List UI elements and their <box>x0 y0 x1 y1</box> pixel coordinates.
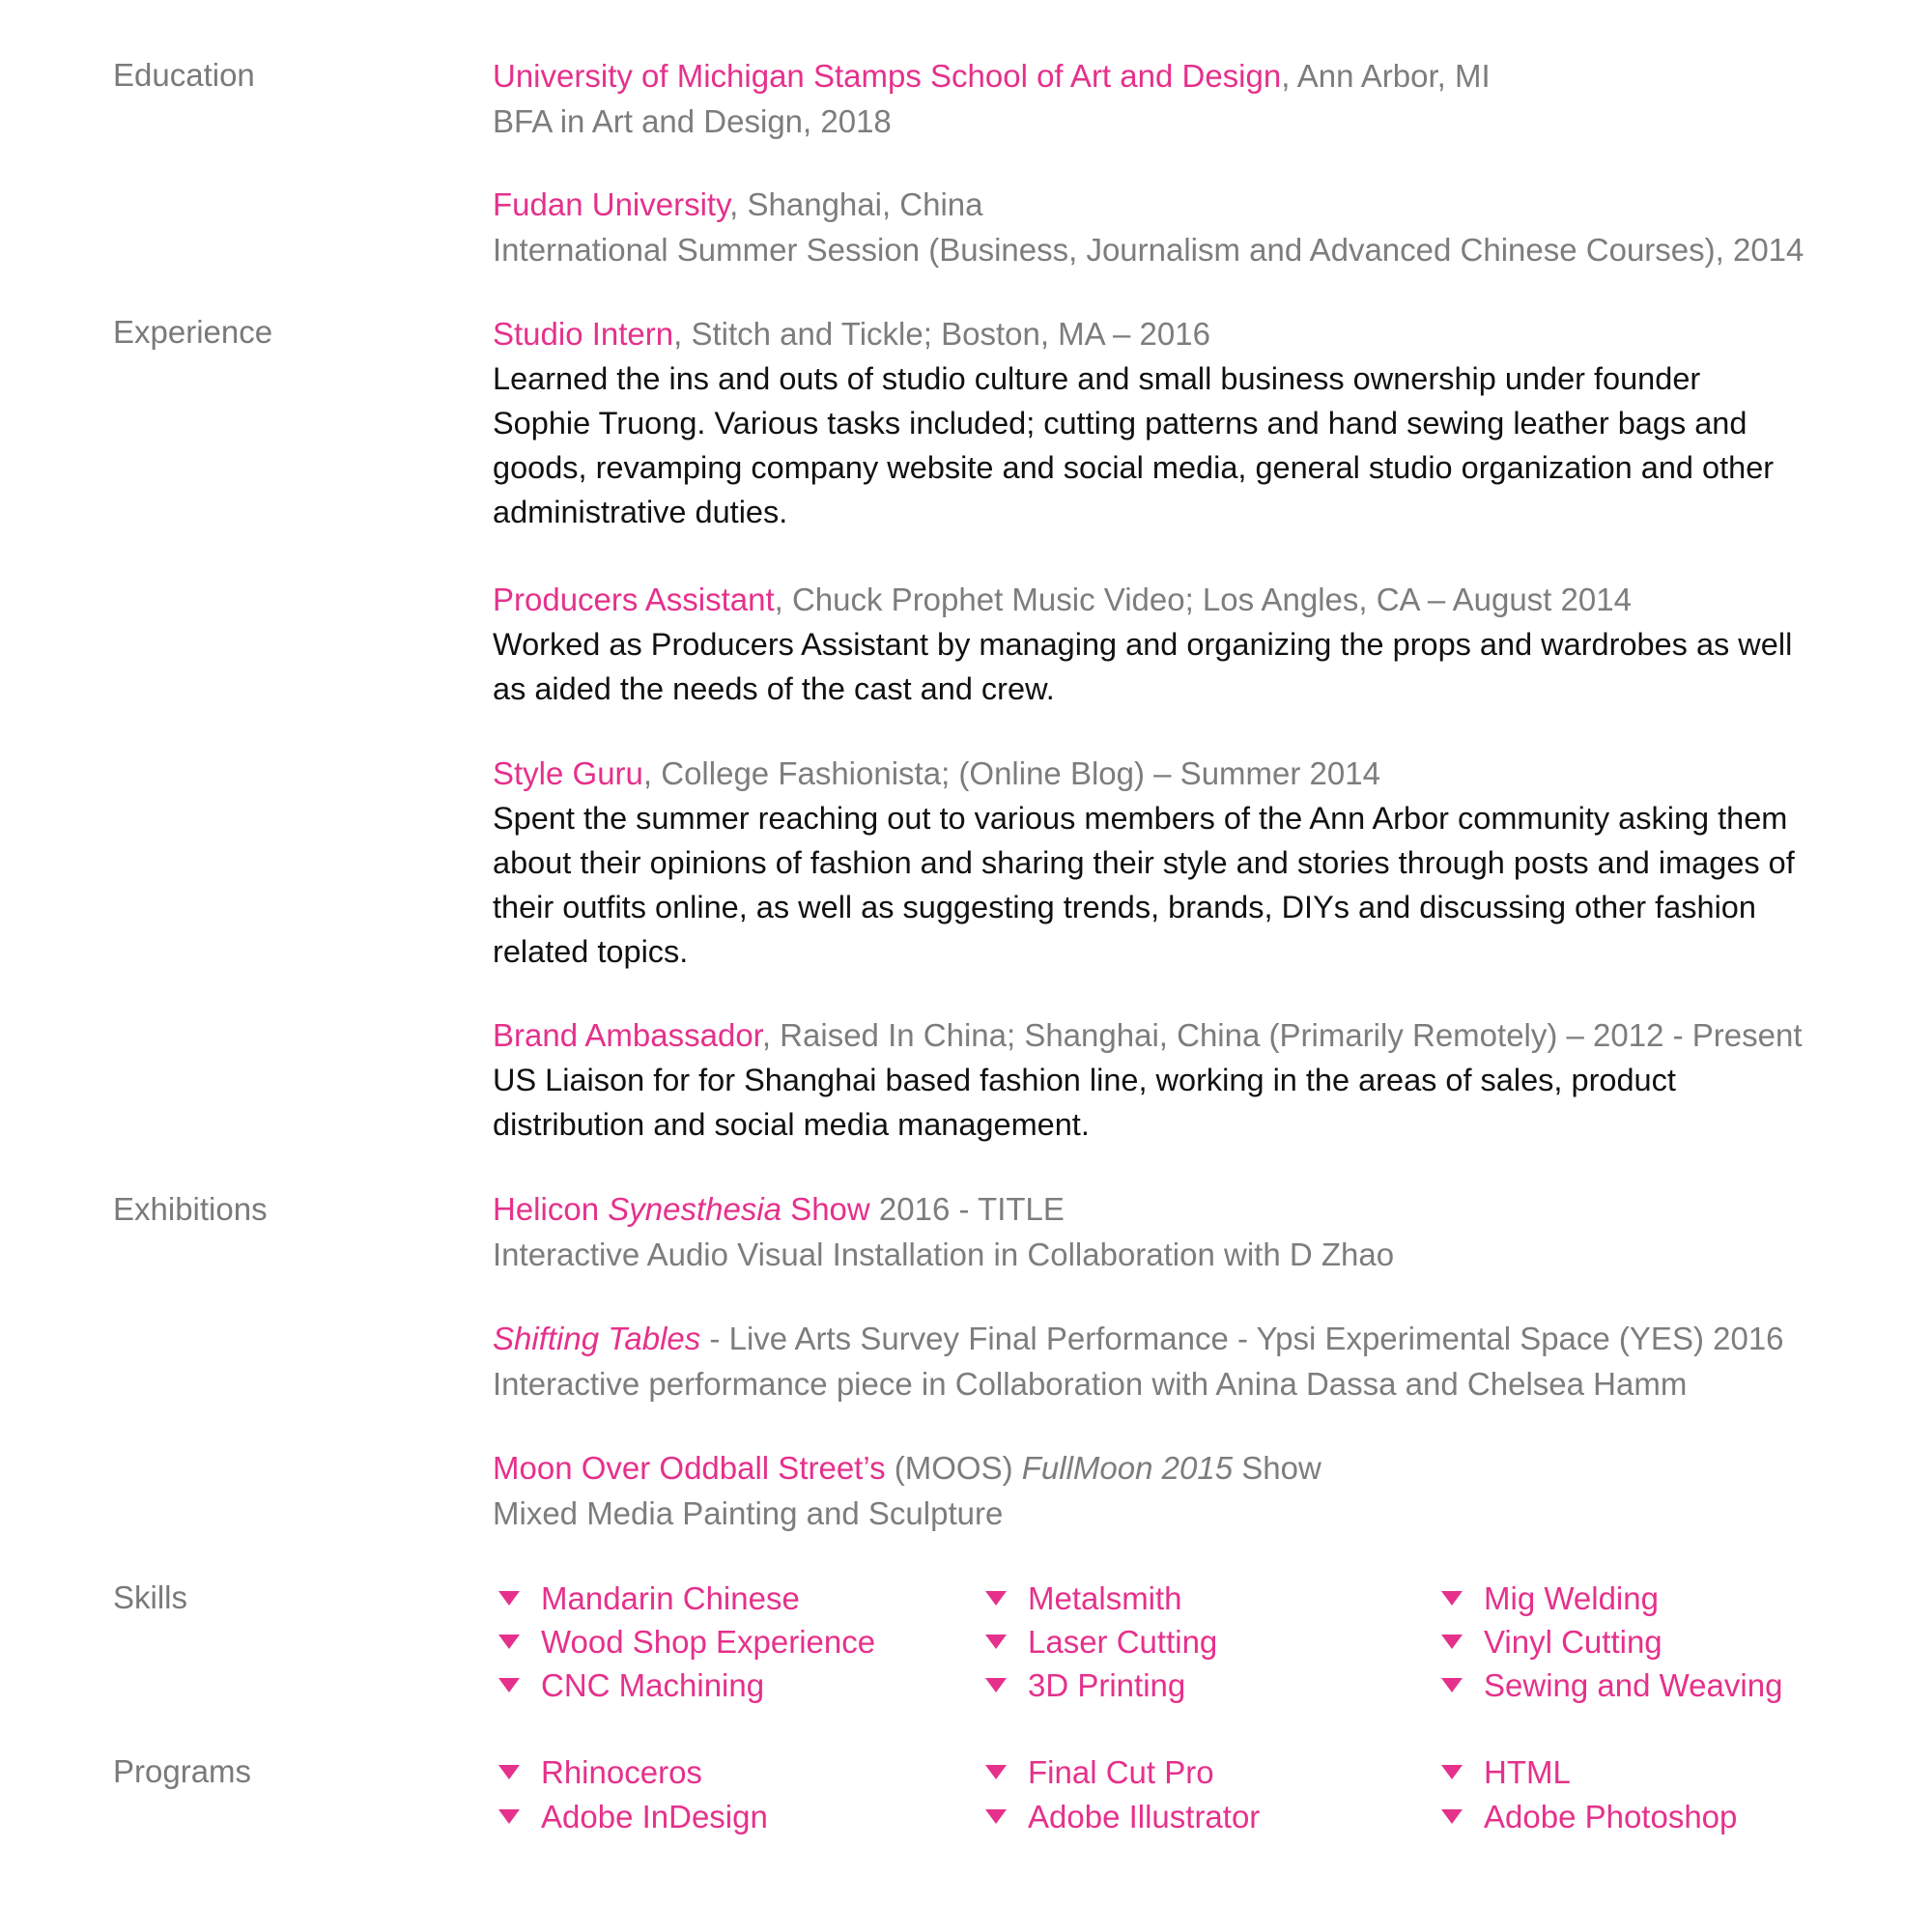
job-description-line: administrative duties. <box>493 495 788 529</box>
entry-heading <box>493 751 1845 796</box>
entry-heading <box>493 311 1845 356</box>
skill-label: Laser Cutting <box>1028 1624 1218 1660</box>
school-location: , Ann Arbor, MI <box>1281 58 1491 94</box>
exhibition-detail: Interactive Audio Visual Installation in Collaboration with D Zhao <box>493 1237 1395 1272</box>
job-meta: , College Fashionista; (Online Blog) – Summer 2014 <box>642 755 1380 791</box>
skill-item <box>1441 1577 1659 1621</box>
exhibition-title-part: Moon Over Oddball Street’s <box>493 1450 886 1486</box>
experience-entry <box>493 751 1845 974</box>
exhibition-meta: 2016 - TITLE <box>869 1191 1065 1227</box>
job-description-line: Worked as Producers Assistant by managing and organizing the props and wardrobes as well <box>493 627 1793 662</box>
triangle-down-icon <box>498 1678 520 1692</box>
program-label: Final Cut Pro <box>1028 1754 1214 1790</box>
section-label-programs: Programs <box>113 1753 252 1789</box>
exhibition-entry <box>493 1445 1845 1536</box>
education-entry <box>493 182 1845 272</box>
skill-label: Metalsmith <box>1028 1580 1182 1616</box>
program-item <box>985 1795 1260 1839</box>
triangle-down-icon <box>1441 1591 1463 1606</box>
program-item <box>985 1750 1214 1795</box>
program-item <box>498 1795 768 1839</box>
entry-heading <box>493 182 1845 227</box>
school-location: , Shanghai, China <box>729 186 983 222</box>
exhibition-meta: Show <box>1233 1450 1321 1486</box>
triangle-down-icon <box>985 1591 1007 1606</box>
exhibition-heading <box>493 1445 1845 1491</box>
experience-entry <box>493 1012 1845 1147</box>
job-title: Producers Assistant <box>493 582 775 617</box>
triangle-down-icon <box>498 1635 520 1649</box>
school-name: University of Michigan Stamps School of Art and Design <box>493 58 1282 94</box>
program-item <box>1441 1795 1737 1839</box>
program-label: Rhinoceros <box>541 1754 702 1790</box>
program-item <box>1441 1750 1571 1795</box>
program-label: HTML <box>1484 1754 1571 1790</box>
skill-label: Mig Welding <box>1484 1580 1659 1616</box>
job-meta: , Raised In China; Shanghai, China (Primarily Remotely) – 2012 - Present <box>761 1017 1803 1053</box>
triangle-down-icon <box>498 1765 520 1779</box>
exhibition-heading <box>493 1186 1845 1232</box>
triangle-down-icon <box>985 1678 1007 1692</box>
job-meta: , Chuck Prophet Music Video; Los Angles, CA – August 2014 <box>774 582 1632 617</box>
job-description-line: Spent the summer reaching out to various members of the Ann Arbor community asking them <box>493 801 1788 836</box>
exhibition-entry <box>493 1186 1845 1277</box>
program-label: Adobe Illustrator <box>1028 1799 1261 1834</box>
job-description-line: Sophie Truong. Various tasks included; cutting patterns and hand sewing leather bags and <box>493 406 1747 441</box>
skill-item <box>985 1620 1217 1664</box>
degree-detail: BFA in Art and Design, 2018 <box>493 103 892 139</box>
programs-row <box>0 1750 1932 1795</box>
skill-item <box>498 1620 875 1664</box>
exhibition-title-italic: FullMoon 2015 <box>1021 1450 1234 1486</box>
job-title: Style Guru <box>493 755 643 791</box>
job-description-line: as aided the needs of the cast and crew. <box>493 671 1055 706</box>
exhibition-title-part: Show <box>781 1191 870 1227</box>
exhibition-heading <box>493 1316 1845 1361</box>
program-item <box>498 1750 702 1795</box>
triangle-down-icon <box>1441 1765 1463 1779</box>
triangle-down-icon <box>1441 1635 1463 1649</box>
exhibition-detail: Interactive performance piece in Collaboration with Anina Dassa and Chelsea Hamm <box>493 1366 1688 1402</box>
exhibition-detail: Mixed Media Painting and Sculpture <box>493 1495 1004 1531</box>
section-label-exhibitions: Exhibitions <box>113 1191 268 1227</box>
entry-heading <box>493 1012 1845 1058</box>
triangle-down-icon <box>985 1765 1007 1779</box>
triangle-down-icon <box>1441 1678 1463 1692</box>
program-label: Adobe Photoshop <box>1484 1799 1738 1834</box>
job-description-line: related topics. <box>493 934 689 969</box>
job-description-line: goods, revamping company website and social media, general studio organization and other <box>493 450 1775 485</box>
triangle-down-icon <box>498 1809 520 1824</box>
programs-row <box>0 1795 1932 1839</box>
skill-item <box>1441 1620 1662 1664</box>
skill-item <box>498 1577 800 1621</box>
triangle-down-icon <box>498 1591 520 1606</box>
experience-entry <box>493 577 1845 711</box>
program-label: Adobe InDesign <box>541 1799 768 1834</box>
exhibition-meta: (MOOS) <box>885 1450 1022 1486</box>
skill-label: Wood Shop Experience <box>541 1624 876 1660</box>
skill-label: Sewing and Weaving <box>1484 1667 1783 1703</box>
job-title: Studio Intern <box>493 316 674 352</box>
triangle-down-icon <box>985 1635 1007 1649</box>
exhibition-title-italic: Synesthesia <box>608 1191 782 1227</box>
skill-label: CNC Machining <box>541 1667 765 1703</box>
job-description-line: about their opinions of fashion and sharing their style and stories through posts and images of <box>493 845 1795 880</box>
skills-row <box>0 1620 1932 1664</box>
triangle-down-icon <box>1441 1809 1463 1824</box>
skill-item <box>498 1663 764 1708</box>
job-description-line: Learned the ins and outs of studio culture and small business ownership under founder <box>493 361 1701 396</box>
job-title: Brand Ambassador <box>493 1017 762 1053</box>
entry-heading <box>493 53 1845 99</box>
triangle-down-icon <box>985 1809 1007 1824</box>
skill-item <box>985 1577 1182 1621</box>
skills-row <box>0 1663 1932 1708</box>
school-name: Fudan University <box>493 186 730 222</box>
skill-label: 3D Printing <box>1028 1667 1186 1703</box>
skill-label: Mandarin Chinese <box>541 1580 800 1616</box>
job-description-line: their outfits online, as well as suggesting trends, brands, DIYs and discussing other fashion <box>493 890 1756 924</box>
job-description-line: US Liaison for for Shanghai based fashion line, working in the areas of sales, product <box>493 1063 1676 1097</box>
skill-label: Vinyl Cutting <box>1484 1624 1662 1660</box>
program-detail: International Summer Session (Business, Journalism and Advanced Chinese Courses), 2014 <box>493 232 1804 268</box>
skill-item <box>985 1663 1185 1708</box>
section-label-experience: Experience <box>113 314 273 350</box>
job-meta: , Stitch and Tickle; Boston, MA – 2016 <box>673 316 1210 352</box>
entry-heading <box>493 577 1845 622</box>
education-entry <box>493 53 1845 144</box>
job-description-line: distribution and social media management. <box>493 1107 1090 1142</box>
section-label-education: Education <box>113 57 255 93</box>
experience-entry <box>493 311 1845 534</box>
exhibition-title-italic: Shifting Tables <box>493 1321 701 1356</box>
exhibition-title-part: Helicon <box>493 1191 609 1227</box>
exhibition-meta: - Live Arts Survey Final Performance - Ypsi Experimental Space (YES) 2016 <box>700 1321 1784 1356</box>
exhibition-entry <box>493 1316 1845 1407</box>
skill-item <box>1441 1663 1782 1708</box>
section-label-skills: Skills <box>113 1579 188 1615</box>
skills-row <box>0 1577 1932 1621</box>
